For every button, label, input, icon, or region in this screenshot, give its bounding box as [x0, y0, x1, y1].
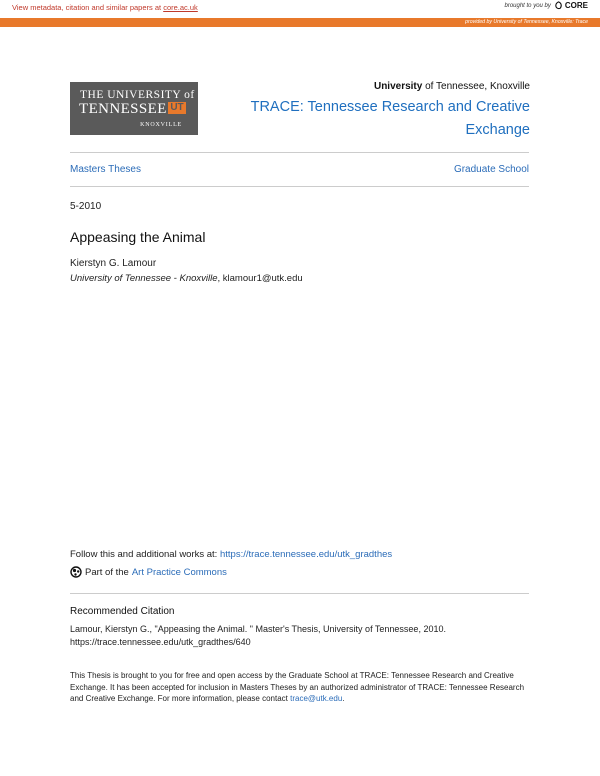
logo-line-1: THE UNIVERSITY of [80, 89, 195, 101]
follow-line [70, 549, 392, 560]
part-of-line [70, 566, 227, 578]
provider-strip [0, 18, 600, 27]
core-brought-by [505, 1, 589, 10]
notice-end: . [342, 694, 345, 703]
gradthes-url-link[interactable]: https://trace.tennessee.edu/utk_gradthes [219, 549, 393, 560]
institution-rest: of Tennessee, Knoxville [422, 81, 530, 92]
commons-network-icon [70, 566, 82, 578]
repository-title[interactable]: TRACE: Tennessee Research and Creative Exchange [250, 99, 530, 138]
citation-text: Lamour, Kierstyn G., "Appeasing the Animal. " Master's Thesis, University of Tennessee, 2010. https://trace.tennessee.edu/utk_gradthes/640 [70, 624, 446, 647]
affiliation-name: University of Tennessee - Knoxville [70, 273, 218, 284]
divider-nav [70, 186, 529, 187]
contact-email-link[interactable]: trace@utk.edu [290, 694, 343, 703]
university-logo[interactable] [70, 82, 198, 135]
divider-top [70, 152, 529, 153]
institution-name [374, 81, 530, 92]
citation-heading: Recommended Citation [70, 606, 175, 617]
access-notice [70, 670, 530, 705]
core-leaf-icon [554, 1, 563, 10]
logo-line-3: KNOXVILLE [140, 122, 182, 128]
art-practice-commons-link[interactable]: Art Practice Commons [131, 566, 227, 578]
author-affiliation [70, 273, 303, 284]
ut-mark-icon: UT [168, 102, 186, 114]
author-email: , klamour1@utk.edu [217, 273, 303, 284]
core-link-prefix[interactable]: View metadata, citation and similar papers at [12, 3, 164, 12]
brought-by-text: brought to you by [504, 2, 551, 9]
follow-text: Follow this and additional works at: [70, 549, 220, 560]
notice-text: This Thesis is brought to you for free and open access by the Graduate School at TRACE: Tennessee Research and Creative Exchange. It has been accepted for inclusion in Masters Theses by an authorized administrator of TRACE: Tennessee Research and Creative Exchange. For more information, please contact [70, 671, 525, 703]
divider-citation [70, 593, 529, 594]
core-link-host[interactable]: core.ac.uk [163, 3, 198, 12]
institution-bold: University [373, 81, 423, 92]
core-logo[interactable] [554, 1, 588, 10]
graduate-school-link[interactable]: Graduate School [453, 164, 529, 175]
paper-title: Appeasing the Animal [70, 229, 206, 245]
core-metadata-link[interactable] [12, 3, 198, 12]
part-of-text: Part of the [85, 566, 129, 578]
logo-line-2: TENNESSEE [79, 101, 167, 117]
publication-date: 5-2010 [70, 201, 102, 212]
core-logo-text: CORE [564, 1, 588, 10]
provided-by-text: provided by University of Tennessee, Knoxville: Trace [465, 19, 588, 25]
core-banner [0, 0, 600, 18]
masters-theses-link[interactable]: Masters Theses [70, 164, 141, 175]
author-name: Kierstyn G. Lamour [70, 258, 157, 269]
